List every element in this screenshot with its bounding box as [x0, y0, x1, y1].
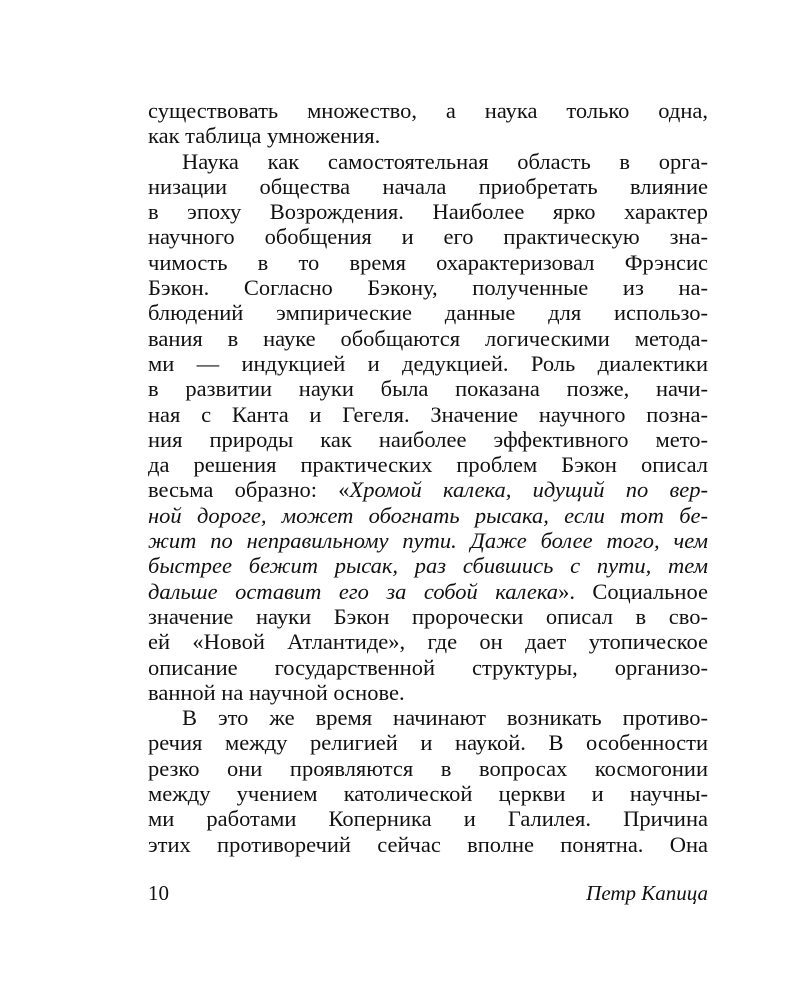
- text-line: ми — индукцией и дедукцией. Роль диалектики: [148, 350, 708, 376]
- italic-quote-line: [148, 528, 708, 553]
- text-line: как таблица умножения.: [148, 123, 381, 149]
- italic-quote: жит по неправильному пути. Даже более того, чем: [148, 528, 708, 554]
- text-run: весьма образно: «: [148, 477, 350, 503]
- text-line: вания в науке обобщаются логическими метода-: [148, 325, 708, 351]
- text-line: в развитии науки была показана позже, начи-: [148, 376, 708, 402]
- text-line: описание государственной структуры, организо-: [148, 654, 708, 680]
- italic-quote-line: [148, 503, 708, 528]
- italic-quote-line: [148, 553, 708, 578]
- text-line-mixed: [148, 477, 708, 502]
- text-line: В это же время начинают возникать противо-: [182, 705, 708, 731]
- text-line: Наука как самостоятельная область в орга-: [182, 148, 708, 174]
- text-line: резко они проявляются в вопросах космогонии: [148, 755, 708, 781]
- page-number: 10: [148, 881, 169, 905]
- text-line: да решения практических проблем Бэкон описал: [148, 452, 708, 478]
- text-line: ми работами Коперника и Галилея. Причина: [148, 806, 708, 832]
- italic-quote: дальше оставит его за собой калека: [148, 578, 559, 604]
- text-line: речия между религией и наукой. В особенности: [148, 730, 708, 756]
- text-line: чимость в то время охарактеризовал Фрэнсис: [148, 249, 708, 275]
- italic-quote: Хромой калека, идущий по вер-: [349, 477, 708, 503]
- italic-quote: быстрее бежит рысак, раз сбившись с пути, тем: [148, 553, 708, 579]
- text-line: ванной на научной основе.: [148, 679, 405, 705]
- text-line: значение науки Бэкон пророчески описал в сво-: [148, 603, 708, 629]
- body-text: [148, 98, 708, 857]
- text-line: низации общества начала приобретать влияние: [148, 173, 708, 199]
- text-line: ная с Канта и Гегеля. Значение научного позна-: [148, 401, 708, 427]
- text-line: блюдений эмпирические данные для использо-: [148, 300, 708, 326]
- text-line: существовать множество, а наука только одна,: [148, 98, 708, 123]
- text-line: Бэкон. Согласно Бэкону, полученные из на-: [148, 275, 708, 301]
- running-title: Петр Капица: [586, 881, 708, 905]
- text-line: в эпоху Возрождения. Наиболее ярко характер: [148, 199, 708, 225]
- italic-quote: ной дороге, может обогнать рысака, если тот бе-: [148, 502, 708, 528]
- text-run: ». Социальное: [558, 578, 708, 604]
- text-line: ния природы как наиболее эффективного мето-: [148, 426, 708, 452]
- page-footer: [148, 880, 708, 906]
- text-line: этих противоречий сейчас вполне понятна. Она: [148, 831, 708, 857]
- text-line-mixed: [148, 579, 708, 604]
- text-line: между учением католической церкви и научны-: [148, 781, 708, 807]
- text-line: ей «Новой Атлантиде», где он дает утопическое: [148, 629, 708, 655]
- text-line: научного обобщения и его практическую зна-: [148, 224, 708, 250]
